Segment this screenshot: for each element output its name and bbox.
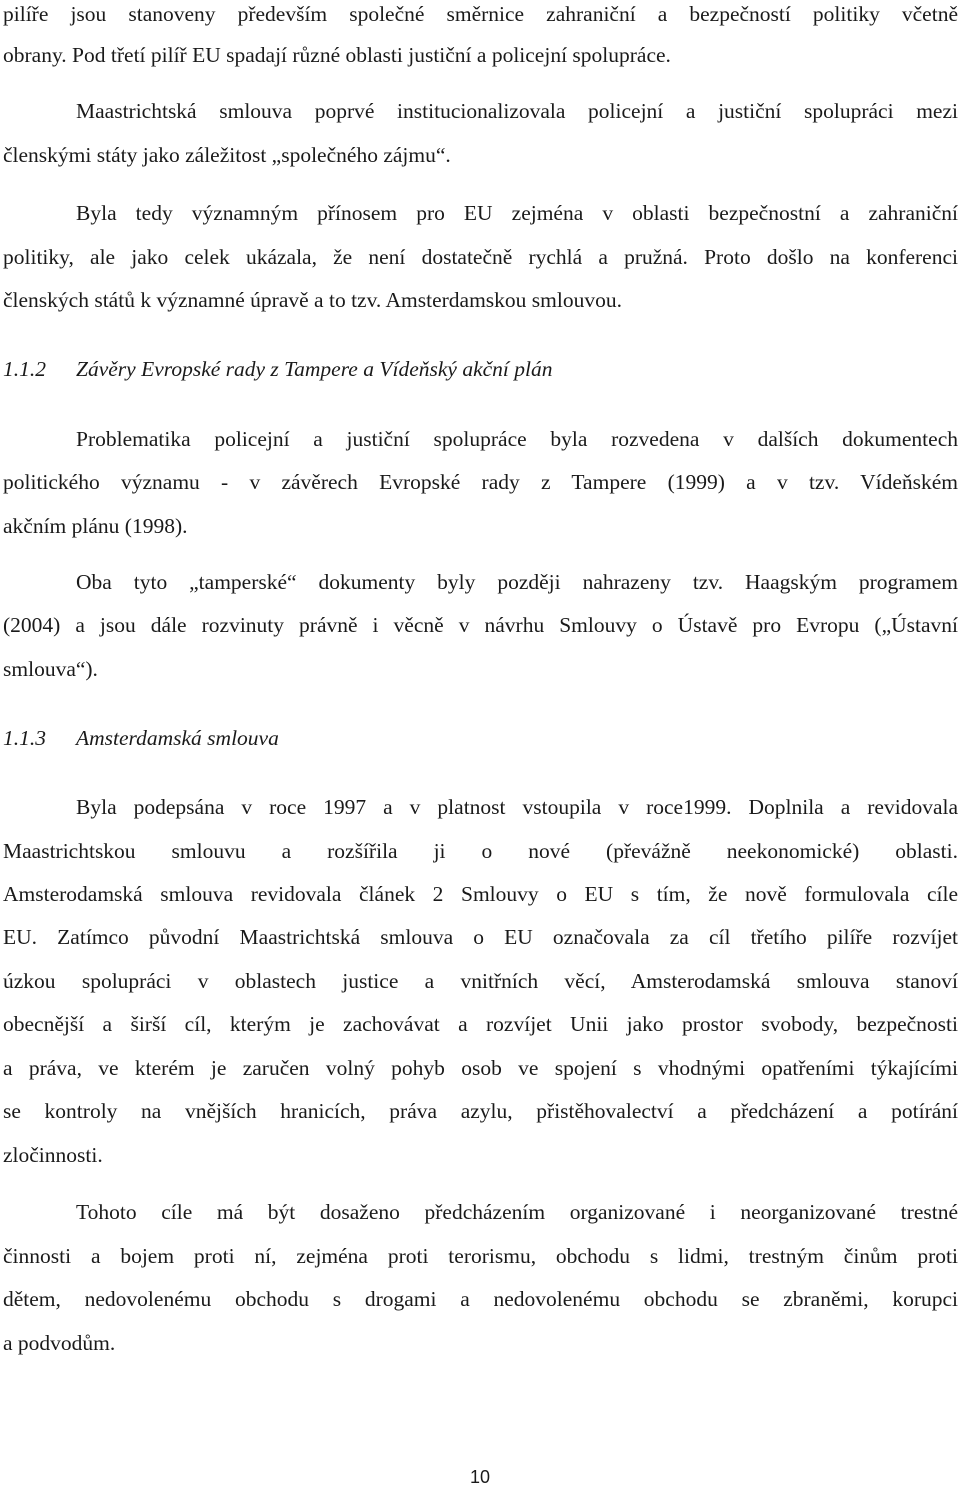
paragraph-line: politického významu - v závěrech Evropské rady z Tampere (1999) a v tzv. Vídeňském <box>3 470 958 494</box>
paragraph-line: členských států k významné úpravě a to tzv. Amsterdamskou smlouvou. <box>3 288 622 312</box>
section-number: 1.1.2 <box>3 357 46 381</box>
section-title: Závěry Evropské rady z Tampere a Vídeňský akční plán <box>76 357 553 381</box>
section-title: Amsterdamská smlouva <box>76 726 279 750</box>
paragraph-line: smlouva“). <box>3 657 98 681</box>
paragraph-line: politiky, ale jako celek ukázala, že není dostatečně rychlá a pružná. Proto došlo na konferenci <box>3 245 958 269</box>
paragraph-line: a práva, ve kterém je zaručen volný pohyb osob ve spojení s vhodnými opatřeními týkajícími <box>3 1056 958 1080</box>
paragraph-line: se kontroly na vnějších hranicích, práva azylu, přistěhovalectví a předcházení a potírání <box>3 1099 958 1123</box>
section-heading <box>3 355 552 383</box>
paragraph-line: Oba tyto „tamperské“ dokumenty byly později nahrazeny tzv. Haagským programem <box>76 570 958 594</box>
paragraph-line: Amsterodamská smlouva revidovala článek 2 Smlouvy o EU s tím, že nově formulovala cíle <box>3 882 958 906</box>
paragraph-line: obecnější a širší cíl, kterým je zachovávat a rozvíjet Unii jako prostor svobody, bezpečnosti <box>3 1012 958 1036</box>
paragraph-line: činnosti a bojem proti ní, zejména proti terorismu, obchodu s lidmi, trestným činům proti <box>3 1244 958 1268</box>
paragraph-line: Maastrichtskou smlouvu a rozšířila ji o nové (převážně neekonomické) oblasti. <box>3 839 958 863</box>
paragraph-line: a podvodům. <box>3 1331 116 1355</box>
paragraph-line: zločinnosti. <box>3 1143 103 1167</box>
section-number: 1.1.3 <box>3 726 46 750</box>
paragraph-line: Byla podepsána v roce 1997 a v platnost vstoupila v roce1999. Doplnila a revidovala <box>76 795 958 819</box>
page-number: 10 <box>469 1467 491 1487</box>
paragraph-line: úzkou spolupráci v oblastech justice a vnitřních věcí, Amsterodamská smlouva stanoví <box>3 969 958 993</box>
paragraph-line: členskými státy jako záležitost „společného zájmu“. <box>3 143 451 167</box>
section-heading <box>3 724 279 752</box>
paragraph-line: akčním plánu (1998). <box>3 514 188 538</box>
paragraph-line: Maastrichtská smlouva poprvé institucionalizovala policejní a justiční spolupráci mezi <box>76 99 958 123</box>
paragraph-line: Byla tedy významným přínosem pro EU zejména v oblasti bezpečnostní a zahraniční <box>76 201 958 225</box>
paragraph-line: Tohoto cíle má být dosaženo předcházením organizované i neorganizované trestné <box>76 1200 958 1224</box>
paragraph-line: pilíře jsou stanoveny především společné směrnice zahraniční a bezpečností politiky včetně <box>3 2 958 26</box>
paragraph-line: dětem, nedovolenému obchodu s drogami a nedovolenému obchodu se zbraněmi, korupci <box>3 1287 958 1311</box>
paragraph-line: Problematika policejní a justiční spolupráce byla rozvedena v dalších dokumentech <box>76 427 958 451</box>
paragraph-line: obrany. Pod třetí pilíř EU spadají různé oblasti justiční a policejní spolupráce. <box>3 43 671 67</box>
paragraph-line: (2004) a jsou dále rozvinuty právně i věcně v návrhu Smlouvy o Ústavě pro Evropu („Ústavní <box>3 613 958 637</box>
paragraph-line: EU. Zatímco původní Maastrichtská smlouva o EU označovala za cíl třetího pilíře rozvíjet <box>3 925 958 949</box>
